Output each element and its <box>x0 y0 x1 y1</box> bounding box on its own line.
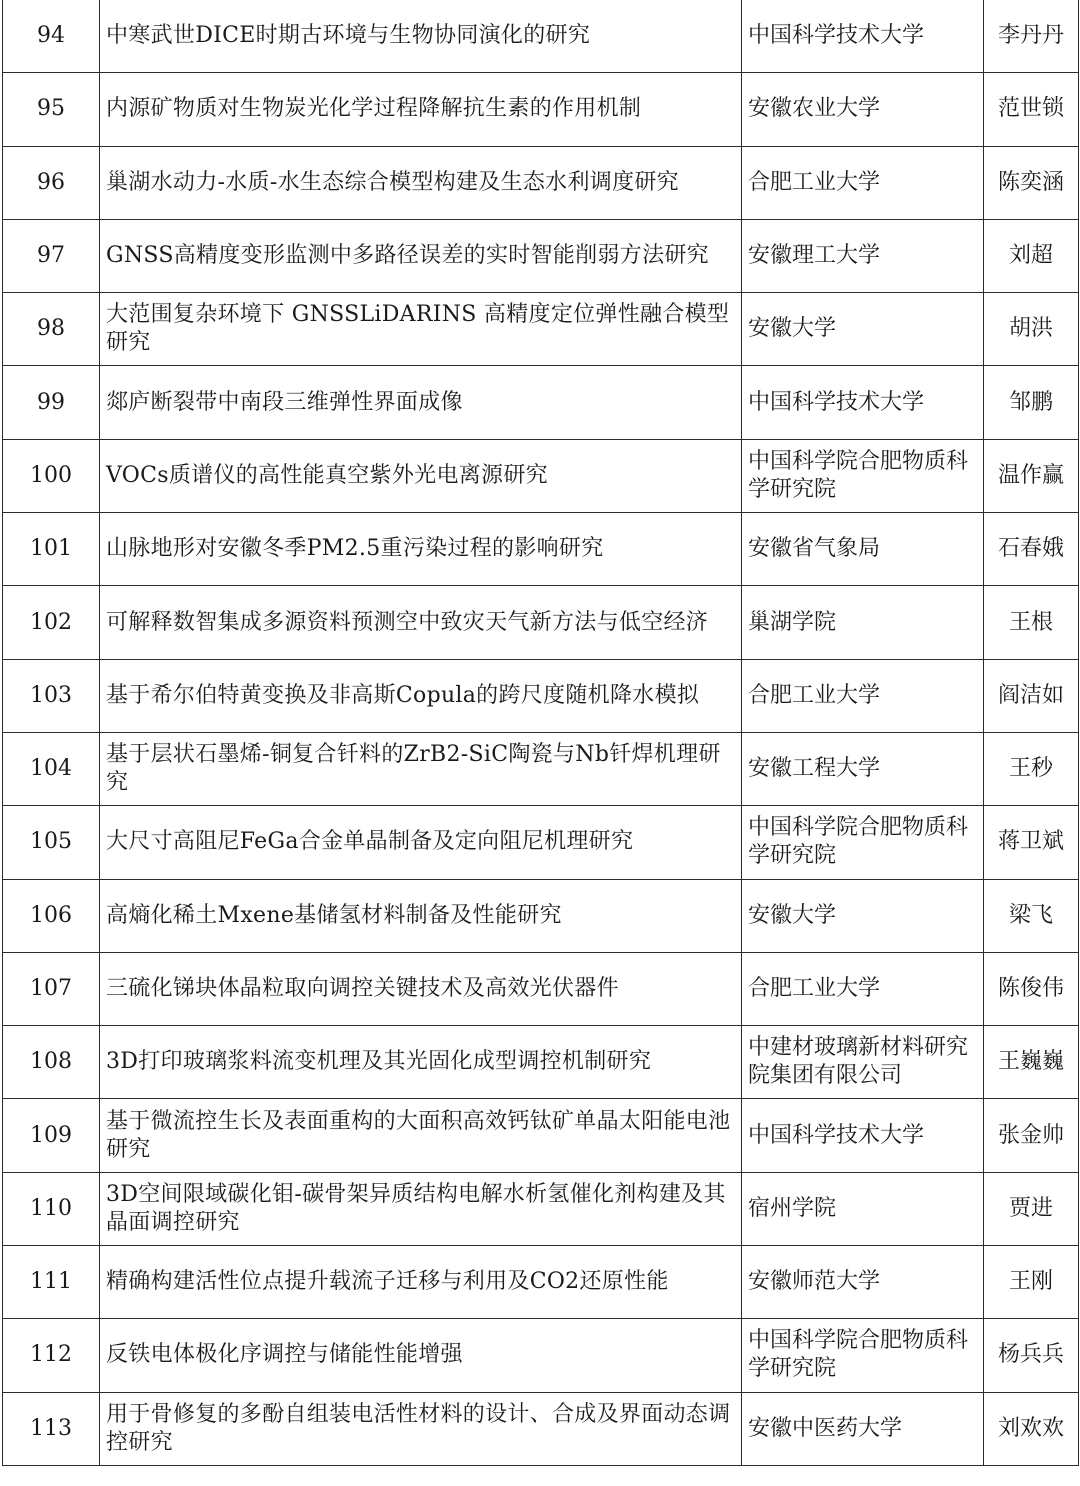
row-number: 100 <box>3 439 100 512</box>
project-leader: 贾进 <box>984 1172 1079 1245</box>
project-table-body <box>3 0 1079 1465</box>
organization: 安徽农业大学 <box>742 73 984 146</box>
row-number: 108 <box>3 1026 100 1099</box>
row-number: 113 <box>3 1392 100 1465</box>
organization: 中国科学技术大学 <box>742 1099 984 1172</box>
project-leader: 王根 <box>984 586 1079 659</box>
row-number: 98 <box>3 293 100 366</box>
project-leader: 李丹丹 <box>984 0 1079 73</box>
project-title: 大尺寸高阻尼FeGa合金单晶制备及定向阻尼机理研究 <box>100 806 742 879</box>
organization: 安徽理工大学 <box>742 219 984 292</box>
project-leader: 胡洪 <box>984 293 1079 366</box>
project-leader: 阎洁如 <box>984 659 1079 732</box>
row-number: 110 <box>3 1172 100 1245</box>
organization: 中国科学院合肥物质科学研究院 <box>742 806 984 879</box>
project-leader: 张金帅 <box>984 1099 1079 1172</box>
project-leader: 蒋卫斌 <box>984 806 1079 879</box>
table-row <box>3 732 1079 805</box>
project-leader: 邹鹏 <box>984 366 1079 439</box>
table-row <box>3 952 1079 1025</box>
project-leader: 石春娥 <box>984 513 1079 586</box>
row-number: 103 <box>3 659 100 732</box>
table-row <box>3 293 1079 366</box>
row-number: 109 <box>3 1099 100 1172</box>
table-row <box>3 1026 1079 1099</box>
table-row <box>3 73 1079 146</box>
project-leader: 范世锁 <box>984 73 1079 146</box>
table-row <box>3 439 1079 512</box>
organization: 安徽师范大学 <box>742 1246 984 1319</box>
row-number: 99 <box>3 366 100 439</box>
row-number: 107 <box>3 952 100 1025</box>
project-leader: 梁飞 <box>984 879 1079 952</box>
row-number: 112 <box>3 1319 100 1392</box>
organization: 宿州学院 <box>742 1172 984 1245</box>
table-row <box>3 1319 1079 1392</box>
row-number: 105 <box>3 806 100 879</box>
project-leader: 刘超 <box>984 219 1079 292</box>
project-leader: 陈奕涵 <box>984 146 1079 219</box>
organization: 安徽省气象局 <box>742 513 984 586</box>
row-number: 104 <box>3 732 100 805</box>
organization: 巢湖学院 <box>742 586 984 659</box>
project-leader: 王巍巍 <box>984 1026 1079 1099</box>
row-number: 102 <box>3 586 100 659</box>
table-row <box>3 366 1079 439</box>
table-row <box>3 1099 1079 1172</box>
organization: 中国科学院合肥物质科学研究院 <box>742 439 984 512</box>
project-title: 基于层状石墨烯-铜复合钎料的ZrB2-SiC陶瓷与Nb钎焊机理研究 <box>100 732 742 805</box>
table-row <box>3 806 1079 879</box>
project-leader: 杨兵兵 <box>984 1319 1079 1392</box>
organization: 安徽大学 <box>742 879 984 952</box>
project-leader: 刘欢欢 <box>984 1392 1079 1465</box>
project-title: 反铁电体极化序调控与储能性能增强 <box>100 1319 742 1392</box>
organization: 中建材玻璃新材料研究院集团有限公司 <box>742 1026 984 1099</box>
organization: 合肥工业大学 <box>742 659 984 732</box>
project-title: 巢湖水动力-水质-水生态综合模型构建及生态水利调度研究 <box>100 146 742 219</box>
row-number: 95 <box>3 73 100 146</box>
row-number: 111 <box>3 1246 100 1319</box>
organization: 安徽大学 <box>742 293 984 366</box>
organization: 安徽工程大学 <box>742 732 984 805</box>
row-number: 101 <box>3 513 100 586</box>
project-title: 用于骨修复的多酚自组装电活性材料的设计、合成及界面动态调控研究 <box>100 1392 742 1465</box>
organization: 中国科学技术大学 <box>742 0 984 73</box>
table-row <box>3 1392 1079 1465</box>
project-title: 3D打印玻璃浆料流变机理及其光固化成型调控机制研究 <box>100 1026 742 1099</box>
project-leader: 陈俊伟 <box>984 952 1079 1025</box>
project-title: 中寒武世DICE时期古环境与生物协同演化的研究 <box>100 0 742 73</box>
project-leader: 王刚 <box>984 1246 1079 1319</box>
row-number: 94 <box>3 0 100 73</box>
project-title: 三硫化锑块体晶粒取向调控关键技术及高效光伏器件 <box>100 952 742 1025</box>
organization: 安徽中医药大学 <box>742 1392 984 1465</box>
row-number: 106 <box>3 879 100 952</box>
project-title: GNSS高精度变形监测中多路径误差的实时智能削弱方法研究 <box>100 219 742 292</box>
table-row <box>3 586 1079 659</box>
project-title: 山脉地形对安徽冬季PM2.5重污染过程的影响研究 <box>100 513 742 586</box>
project-title: 大范围复杂环境下 GNSSLiDARINS 高精度定位弹性融合模型研究 <box>100 293 742 366</box>
project-title: 内源矿物质对生物炭光化学过程降解抗生素的作用机制 <box>100 73 742 146</box>
project-title: VOCs质谱仪的高性能真空紫外光电离源研究 <box>100 439 742 512</box>
project-title: 郯庐断裂带中南段三维弹性界面成像 <box>100 366 742 439</box>
table-row <box>3 1246 1079 1319</box>
table-row <box>3 0 1079 73</box>
organization: 合肥工业大学 <box>742 952 984 1025</box>
organization: 中国科学技术大学 <box>742 366 984 439</box>
project-title: 基于微流控生长及表面重构的大面积高效钙钛矿单晶太阳能电池研究 <box>100 1099 742 1172</box>
organization: 合肥工业大学 <box>742 146 984 219</box>
table-row <box>3 219 1079 292</box>
project-leader: 温作赢 <box>984 439 1079 512</box>
table-row <box>3 146 1079 219</box>
project-title: 基于希尔伯特黄变换及非高斯Copula的跨尺度随机降水模拟 <box>100 659 742 732</box>
project-title: 可解释数智集成多源资料预测空中致灾天气新方法与低空经济 <box>100 586 742 659</box>
row-number: 96 <box>3 146 100 219</box>
project-title: 高熵化稀土Mxene基储氢材料制备及性能研究 <box>100 879 742 952</box>
project-title: 3D空间限域碳化钼-碳骨架异质结构电解水析氢催化剂构建及其晶面调控研究 <box>100 1172 742 1245</box>
row-number: 97 <box>3 219 100 292</box>
table-row <box>3 1172 1079 1245</box>
project-table <box>2 0 1079 1466</box>
project-leader: 王秒 <box>984 732 1079 805</box>
table-row <box>3 659 1079 732</box>
project-title: 精确构建活性位点提升载流子迁移与利用及CO2还原性能 <box>100 1246 742 1319</box>
table-row <box>3 879 1079 952</box>
organization: 中国科学院合肥物质科学研究院 <box>742 1319 984 1392</box>
table-row <box>3 513 1079 586</box>
